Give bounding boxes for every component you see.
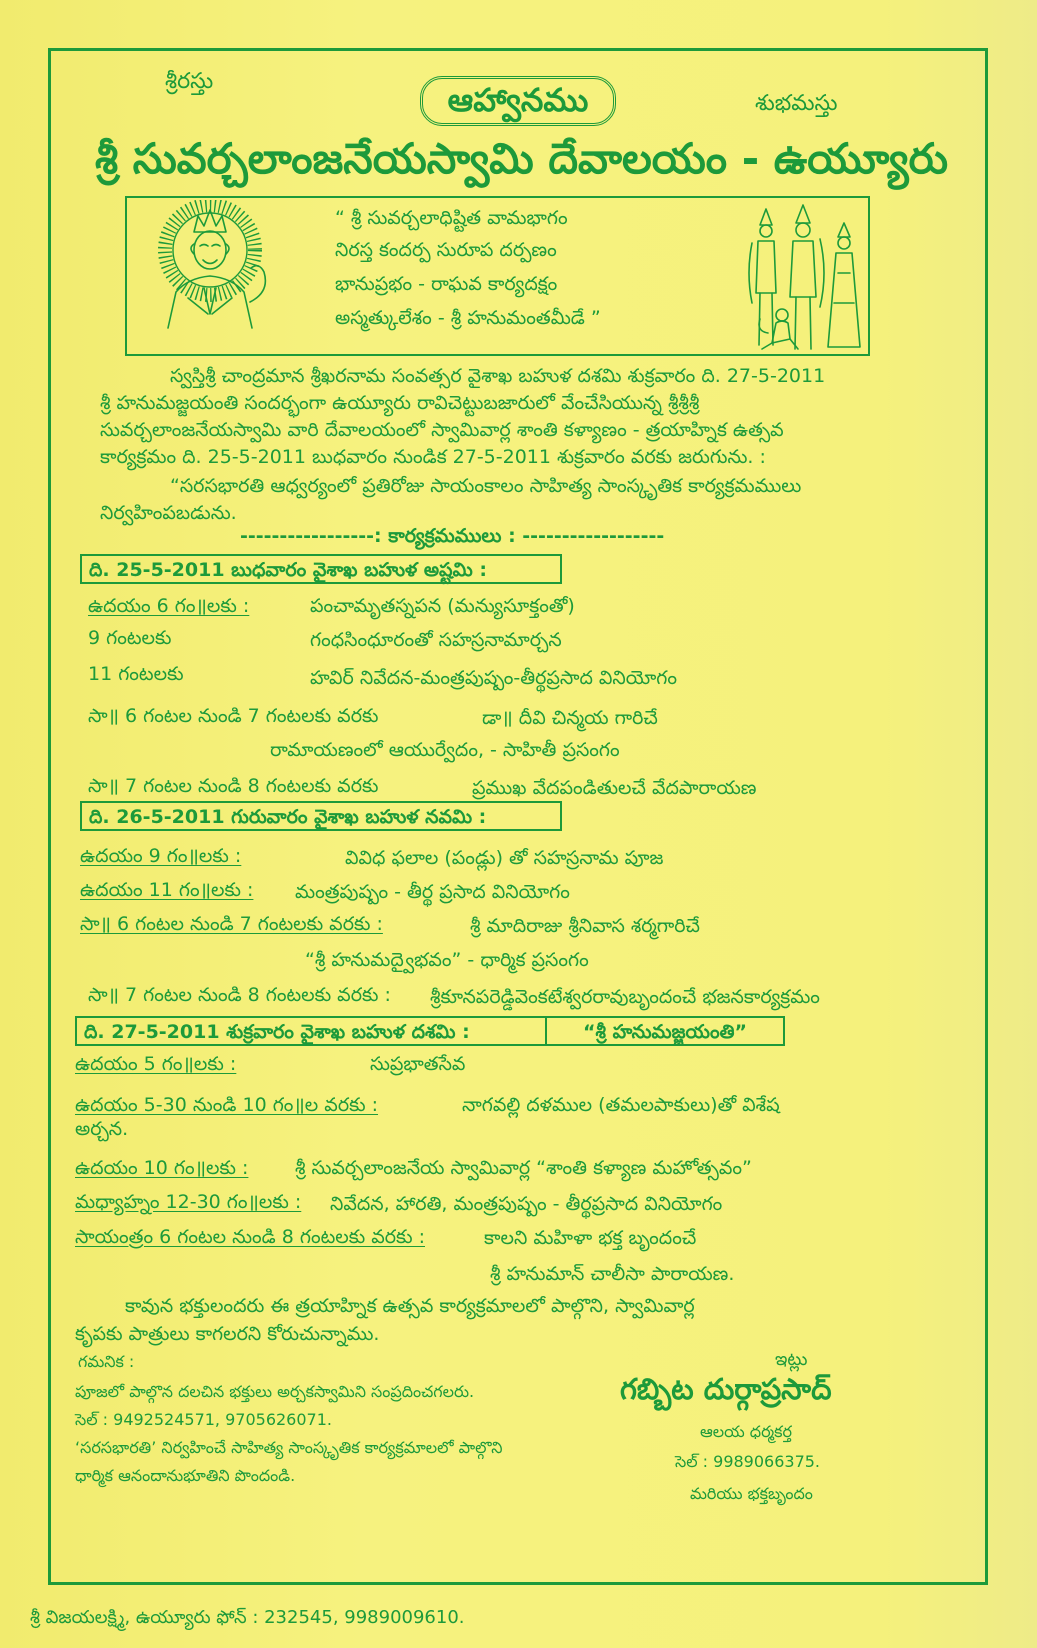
invitation-banner: ఆహ్వానము	[420, 76, 616, 126]
schedule-time: సా॥ 6 గంటల నుండి 7 గంటలకు వరకు :	[80, 913, 383, 935]
schedule-event: శ్రీ మాదిరాజు శ్రీనివాస శర్మగారిచే	[470, 915, 700, 937]
schedule-event: డా॥ దీవి చిన్మయ గారిచే	[482, 707, 658, 729]
schedule-time: సాయంత్రం 6 గంటల నుండి 8 గంటలకు వరకు :	[75, 1226, 425, 1248]
blessing-right: శుభమస్తు	[755, 91, 838, 116]
signature-devotees: మరియు భక్తబృందం	[690, 1484, 813, 1503]
hanuman-illustration	[138, 200, 273, 330]
day-header-box	[75, 1016, 547, 1046]
schedule-time: సా॥ 7 గంటల నుండి 8 గంటలకు వరకు	[88, 775, 379, 797]
day-header: ది. 26-5-2011 గురువారం వైశాఖ బహుళ నవమి :	[89, 806, 487, 828]
signature-role: ఆలయ ధర్మకర్త	[700, 1422, 792, 1441]
day-header: ది. 25-5-2011 బుధవారం వైశాఖ బహుళ అష్టమి :	[89, 559, 487, 581]
schedule-event: సుప్రభాతసేవ	[370, 1053, 466, 1075]
sloka-line: “ శ్రీ సువర్చలాధిష్టిత వామభాగం	[335, 207, 568, 229]
schedule-time: ఉదయం 10 గం॥లకు :	[75, 1157, 249, 1179]
schedule-event: వివిధ ఫలాల (పండ్లు) తో సహస్రనామ పూజ	[345, 847, 664, 869]
schedule-time: ఉదయం 5 గం॥లకు :	[75, 1053, 237, 1075]
day-header-box	[80, 801, 562, 831]
schedule-event: నివేదన, హారతి, మంత్రపుష్పం - తీర్థప్రసాద వినియోగం	[330, 1193, 723, 1215]
schedule-event: ప్రముఖ వేదపండితులచే వేదపారాయణ	[472, 777, 757, 799]
intro-line: సువర్చలాంజనేయస్వామి వారి దేవాలయంలో స్వామివార్ల శాంతి కళ్యాణం - త్రయాహ్నిక ఉత్సవ	[100, 419, 784, 441]
sloka-line: నిరస్త కందర్ప సురూప దర్పణం	[335, 239, 557, 261]
schedule-event: శ్రీకూనపరెడ్డివెంకటేశ్వరరావుబృందంచే భజనకార్యక్రమం	[430, 986, 820, 1008]
day-header-box	[80, 554, 562, 584]
schedule-event: హవిర్ నివేదన-మంత్రపుష్పం-తీర్థప్రసాద వినియోగం	[310, 667, 678, 689]
schedule-time: సా॥ 6 గంటల నుండి 7 గంటలకు వరకు	[88, 705, 379, 727]
sarasa-line: నిర్వహింపబడును.	[100, 502, 237, 524]
intro-line: శ్రీ హనుమజ్జయంతి సందర్భంగా ఉయ్యూరు రావిచెట్టుబజారులో వేంచేసియున్న శ్రీశ్రీశ్రీ	[100, 392, 700, 414]
note-line: ‘సరసభారతి’ నిర్వహించే సాహిత్య సాంస్కృతిక కార్యక్రమాలలో పాల్గొని	[75, 1438, 503, 1457]
schedule-time: 9 గంటలకు	[88, 627, 172, 649]
schedule-event: “శ్రీ హనుమద్వైభవం” - ధార్మిక ప్రసంగం	[305, 949, 589, 971]
signature-cell: సెల్ : 9989066375.	[675, 1452, 821, 1471]
page-title: శ్రీ సువర్చలాంజనేయస్వామి దేవాలయం - ఉయ్యూరు	[95, 134, 949, 183]
closing-line: కావున భక్తులందరు ఈ త్రయాహ్నిక ఉత్సవ కార్యక్రమాలలో పాల్గొని, స్వామివార్ల	[125, 1295, 695, 1317]
schedule-event: నాగవల్లి దళముల (తమలపాకులు)తో విశేష	[462, 1094, 780, 1116]
schedule-event: గంధసింధూరంతో సహస్రనామార్చన	[310, 629, 562, 651]
rama-parivar-illustration	[742, 203, 870, 353]
schedule-event: రామాయణంలో ఆయుర్వేదం, - సాహితీ ప్రసంగం	[270, 739, 620, 761]
note-label: గమనిక :	[78, 1352, 135, 1371]
intro-line: స్వస్తిశ్రీ చాంద్రమాన శ్రీఖరనామ సంవత్సర వైశాఖ బహుళ దశమి శుక్రవారం ది. 27-5-2011	[170, 365, 826, 387]
sarasa-line: “సరసభారతి ఆధ్వర్యంలో ప్రతిరోజు సాయంకాలం సాహిత్య సాంస్కృతిక కార్యక్రమములు	[170, 475, 802, 497]
schedule-event: మంత్రపుష్పం - తీర్థ ప్రసాద వినియోగం	[295, 881, 570, 903]
signature-name: గబ్బిట దుర్గాప్రసాద్	[620, 1372, 832, 1406]
schedule-event: అర్చన.	[75, 1118, 129, 1140]
intro-line: కార్యక్రమం ది. 25-5-2011 బుధవారం నుండిక 27-5-2011 శుక్రవారం వరకు జరుగును. :	[100, 446, 766, 468]
schedule-time: మధ్యాహ్నం 12-30 గం॥లకు :	[75, 1191, 302, 1213]
schedule-event: శ్రీ హనుమాన్ చాలీసా పారాయణ.	[490, 1263, 735, 1285]
jayanthi-box	[545, 1016, 785, 1046]
blessing-left: శ్రీరస్తు	[165, 69, 214, 94]
signature-yours: ఇట్లు	[775, 1349, 808, 1370]
note-line: పూజలో పాల్గొన దలచిన భక్తులు అర్చకస్వామిని సంప్రదించగలరు.	[75, 1382, 475, 1401]
schedule-event: పంచామృతస్నపన (మన్యుసూక్తంతో)	[310, 595, 575, 617]
schedule-time: ఉదయం 9 గం॥లకు :	[80, 845, 242, 867]
note-line: సెల్ : 9492524571, 9705626071.	[75, 1410, 332, 1429]
note-line: ధార్మిక ఆనందానుభూతిని పొందండి.	[75, 1466, 296, 1485]
sloka-line: అస్మత్కులేశం - శ్రీ హనుమంతమీడే ”	[335, 307, 601, 329]
schedule-time: సా॥ 7 గంటల నుండి 8 గంటలకు వరకు :	[88, 984, 391, 1006]
schedule-time: ఉదయం 6 గం॥లకు :	[88, 595, 250, 617]
closing-line: కృపకు పాత్రులు కాగలరని కోరుచున్నాము.	[75, 1323, 380, 1345]
schedule-event: కాలని మహిళా భక్త బృందంచే	[484, 1227, 697, 1249]
sloka-line: భానుప్రభం - రాఘవ కార్యదక్షం	[335, 273, 558, 295]
schedule-time: ఉదయం 5-30 నుండి 10 గం॥ల వరకు :	[75, 1094, 379, 1116]
program-heading: -----------------: కార్యక్రమములు : ------------------	[240, 525, 665, 547]
schedule-event: శ్రీ సువర్చలాంజనేయ స్వామివార్ల “శాంతి కళ్యాణ మహోత్సవం”	[295, 1157, 752, 1179]
day-header: ది. 27-5-2011 శుక్రవారం వైశాఖ బహుళ దశమి :	[84, 1021, 470, 1043]
jayanthi-label: “శ్రీ హనుమజ్జయంతి”	[583, 1021, 747, 1043]
schedule-time: 11 గంటలకు	[88, 663, 184, 685]
schedule-time: ఉదయం 11 గం॥లకు :	[80, 879, 254, 901]
printer-footer: శ్రీ విజయలక్ష్మి, ఉయ్యూరు ఫోన్ : 232545, 9989009610.	[30, 1607, 465, 1628]
